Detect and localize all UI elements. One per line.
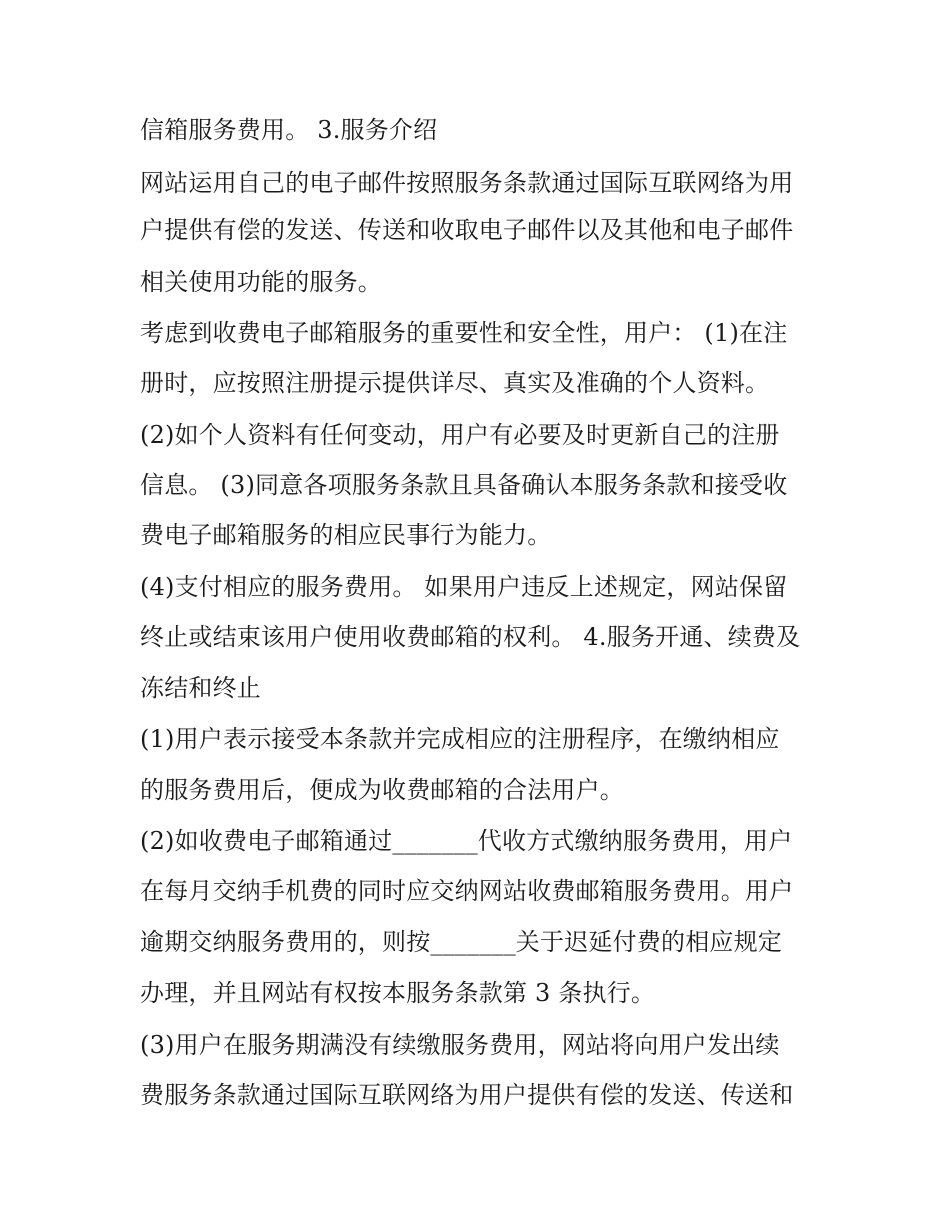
text-line: (2)如个人资料有任何变动，用户有必要及时更新自己的注册 [140, 421, 780, 449]
text-line: 的服务费用后，便成为收费邮箱的合法用户。 [140, 776, 624, 804]
text-line: 册时，应按照注册提示提供详尽、真实及准确的个人资料。 [140, 369, 770, 397]
text-line: 在每月交纳手机费的同时应交纳网站收费邮箱服务费用。用户 [140, 877, 794, 905]
text-line: 办理，并且网站有权按本服务条款第 3 条执行。 [140, 979, 656, 1007]
text-line: 费电子邮箱服务的相应民事行为能力。 [140, 521, 552, 549]
text-line: (1)用户表示接受本条款并完成相应的注册程序，在缴纳相应 [140, 725, 780, 753]
text-line: 终止或结束该用户使用收费邮箱的权利。 4.服务开通、续费及 [140, 623, 801, 651]
text-line: (3)用户在服务期满没有续缴服务费用，网站将向用户发出续 [140, 1031, 780, 1059]
text-line: 相关使用功能的服务。 [140, 268, 382, 296]
text-line: (4)支付相应的服务费用。 如果用户违反上述规定，网站保留 [140, 573, 788, 601]
text-line: 网站运用自己的电子邮件按照服务条款通过国际互联网络为用 [140, 169, 794, 197]
text-line: 逾期交纳服务费用的，则按_______关于迟延付费的相应规定 [140, 928, 782, 956]
text-line: 费服务条款通过国际互联网络为用户提供有偿的发送、传送和 [140, 1081, 794, 1109]
text-line: 户提供有偿的发送、传送和收取电子邮件以及其他和电子邮件 [140, 216, 794, 244]
text-line: (2)如收费电子邮箱通过_______代收方式缴纳服务费用，用户 [140, 827, 793, 855]
text-line: 冻结和终止 [140, 674, 261, 702]
text-line: 信箱服务费用。 3.服务介绍 [140, 116, 438, 144]
text-line: 信息。 (3)同意各项服务条款且具备确认本服务条款和接受收 [140, 471, 788, 499]
text-line: 考虑到收费电子邮箱服务的重要性和安全性，用户： (1)在注 [140, 319, 788, 347]
